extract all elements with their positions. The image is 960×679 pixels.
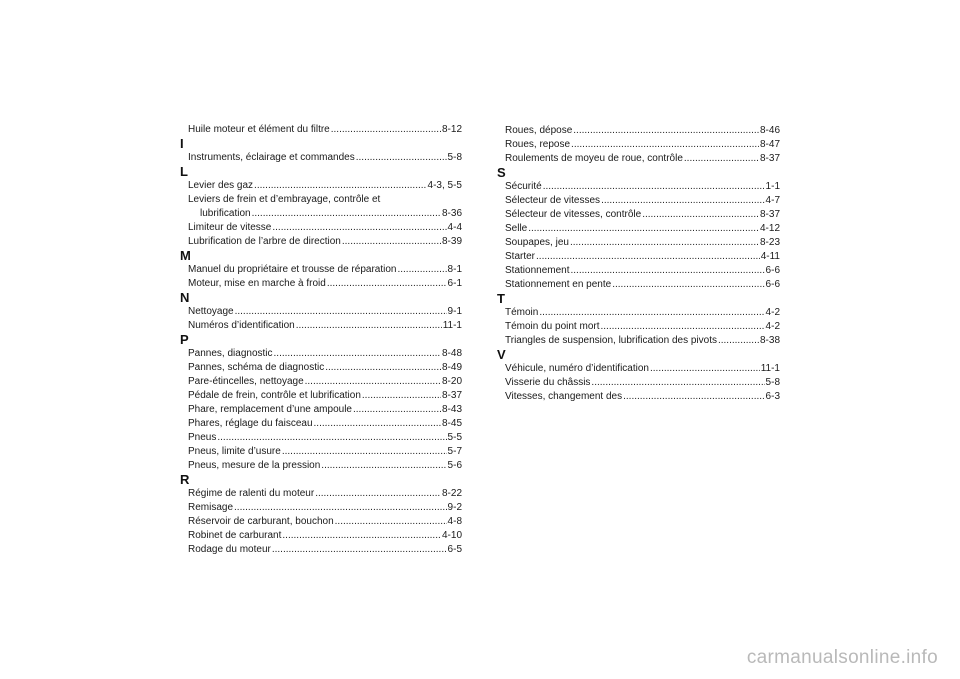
entry-page: 8-48 — [441, 348, 462, 359]
entry-page: 4-4 — [447, 222, 462, 233]
entry-label: Huile moteur et élément du filtre — [188, 124, 330, 135]
section-letter: L — [180, 164, 188, 179]
entry-label: Sélecteur de vitesses, contrôle — [505, 209, 642, 220]
entry-label: Soupapes, jeu — [505, 237, 569, 248]
entry-label: Starter — [505, 251, 536, 262]
entry-label: Triangles de suspension, lubrification des pivots — [505, 335, 717, 346]
entry-label: Numéros d’identification — [188, 320, 295, 331]
entry-label: Nettoyage — [188, 306, 234, 317]
entry-label: Instruments, éclairage et commandes — [188, 152, 355, 163]
index-entry — [180, 445, 462, 459]
index-sections-right — [497, 166, 780, 404]
entry-page: 6-5 — [447, 544, 462, 555]
index-entry — [180, 235, 462, 249]
section-letter: S — [497, 165, 506, 180]
leader-dots — [325, 361, 441, 375]
entry-label: Pédale de frein, contrôle et lubrification — [188, 390, 361, 401]
leader-dots — [536, 250, 760, 264]
index-entry — [497, 124, 780, 138]
entry-page: 6-3 — [765, 391, 780, 402]
entry-page: 4-12 — [759, 223, 780, 234]
index-entry — [180, 389, 462, 403]
index-entry — [497, 362, 780, 376]
leader-dots — [254, 179, 426, 193]
leader-dots — [272, 543, 447, 557]
entry-label: Stationnement — [505, 265, 570, 276]
entry-page: 6-1 — [447, 278, 462, 289]
entry-label: Roues, repose — [505, 139, 571, 150]
entry-label: Roues, dépose — [505, 125, 573, 136]
entry-page: 8-23 — [759, 237, 780, 248]
entry-page: 4-3, 5-5 — [427, 180, 462, 191]
leader-dots — [314, 417, 441, 431]
entry-label: Moteur, mise en marche à froid — [188, 278, 326, 289]
entry-page: 4-11 — [760, 251, 780, 262]
index-column-right — [497, 124, 780, 404]
entry-page: 9-2 — [447, 502, 462, 513]
entry-page: 8-12 — [441, 124, 462, 135]
entry-label: Phares, réglage du faisceau — [188, 418, 313, 429]
leader-dots — [321, 459, 446, 473]
entry-page: 8-1 — [447, 264, 462, 275]
leader-dots — [331, 124, 441, 137]
leader-dots — [573, 124, 759, 138]
leader-dots — [342, 235, 441, 249]
index-entry — [180, 124, 462, 137]
section-letter: N — [180, 290, 190, 305]
entry-page: 8-36 — [441, 208, 462, 219]
entry-page: 9-1 — [447, 306, 462, 317]
leader-dots — [362, 389, 441, 403]
entry-page: 4-10 — [441, 530, 462, 541]
index-column-left — [180, 124, 462, 557]
leader-dots — [571, 264, 765, 278]
index-sections-left — [180, 137, 462, 557]
index-entry — [497, 236, 780, 250]
index-entry — [497, 306, 780, 320]
index-entry — [180, 347, 462, 361]
entry-label: Vitesses, changement des — [505, 391, 623, 402]
entry-label: Pneus — [188, 432, 217, 443]
index-entry — [180, 417, 462, 431]
leader-dots — [539, 306, 764, 320]
leader-dots — [571, 138, 759, 152]
index-entry — [180, 431, 462, 445]
leader-dots — [305, 375, 441, 389]
leader-dots — [315, 487, 441, 501]
index-entry — [180, 543, 462, 557]
entry-page: 8-45 — [441, 418, 462, 429]
index-entry — [497, 250, 780, 264]
section-letter: M — [180, 248, 191, 263]
index-entry — [180, 361, 462, 375]
index-entry — [180, 277, 462, 291]
index-entry — [180, 221, 462, 235]
entry-page: 11-1 — [760, 363, 780, 374]
index-entry — [497, 194, 780, 208]
index-entry — [180, 319, 462, 333]
index-entry — [180, 193, 462, 207]
index-entry — [180, 263, 462, 277]
leader-dots — [234, 501, 447, 515]
entry-page: 4-2 — [765, 321, 780, 332]
entry-page: 8-49 — [441, 362, 462, 373]
leader-dots — [274, 347, 441, 361]
entry-label: Selle — [505, 223, 528, 234]
section-letter: T — [497, 291, 505, 306]
index-entry — [180, 375, 462, 389]
leader-dots — [650, 362, 760, 376]
index-entry — [497, 180, 780, 194]
entry-label: Manuel du propriétaire et trousse de réparation — [188, 264, 397, 275]
entry-page: 11-1 — [442, 320, 462, 331]
leader-dots — [642, 208, 759, 222]
leader-dots — [591, 376, 764, 390]
index-entry — [180, 305, 462, 319]
entry-label: Pare-étincelles, nettoyage — [188, 376, 304, 387]
entry-page: 5-8 — [447, 152, 462, 163]
index-leading-entries-right — [497, 124, 780, 166]
entry-label: Réservoir de carburant, bouchon — [188, 516, 334, 527]
leader-dots — [718, 334, 759, 348]
leader-dots — [353, 403, 441, 417]
entry-page: 6-6 — [765, 279, 780, 290]
index-entry — [180, 151, 462, 165]
index-entry — [180, 515, 462, 529]
entry-page: 1-1 — [765, 181, 780, 192]
entry-page: 8-46 — [759, 125, 780, 136]
leader-dots — [252, 207, 441, 221]
entry-label: Témoin du point mort — [505, 321, 600, 332]
index-entry — [180, 207, 462, 221]
section-letter: P — [180, 332, 189, 347]
index-entry — [497, 376, 780, 390]
index-entry — [497, 390, 780, 404]
index-entry — [180, 529, 462, 543]
leader-dots — [335, 515, 447, 529]
entry-label: Leviers de frein et d’embrayage, contrôle et — [188, 194, 381, 205]
leader-dots — [397, 263, 446, 277]
leader-dots — [217, 431, 446, 445]
entry-page: 8-47 — [759, 139, 780, 150]
index-entry — [497, 264, 780, 278]
entry-label: Témoin — [505, 307, 539, 318]
entry-label: Pneus, mesure de la pression — [188, 460, 321, 471]
entry-page: 5-6 — [447, 460, 462, 471]
leader-dots — [327, 277, 447, 291]
leader-dots — [570, 236, 759, 250]
index-entry — [497, 334, 780, 348]
entry-label: Pannes, diagnostic — [188, 348, 273, 359]
entry-page: 8-22 — [441, 488, 462, 499]
section-letter: R — [180, 472, 190, 487]
leader-dots — [356, 151, 447, 165]
entry-page: 5-5 — [447, 432, 462, 443]
index-entry — [180, 179, 462, 193]
index-entry — [497, 320, 780, 334]
entry-page: 8-38 — [759, 335, 780, 346]
entry-page: 4-2 — [765, 307, 780, 318]
entry-page: 8-37 — [759, 209, 780, 220]
leader-dots — [612, 278, 764, 292]
entry-label: Roulements de moyeu de roue, contrôle — [505, 153, 683, 164]
index-entry — [497, 208, 780, 222]
leader-dots — [543, 180, 765, 194]
index-entry — [497, 222, 780, 236]
entry-page: 6-6 — [765, 265, 780, 276]
leader-dots — [296, 319, 442, 333]
entry-label: Régime de ralenti du moteur — [188, 488, 315, 499]
section-letter: V — [497, 347, 506, 362]
entry-page: 8-20 — [441, 376, 462, 387]
entry-label: Sélecteur de vitesses — [505, 195, 601, 206]
leader-dots — [623, 390, 764, 404]
index-entry — [497, 278, 780, 292]
entry-label: Lubrification de l’arbre de direction — [188, 236, 341, 247]
entry-label: Visserie du châssis — [505, 377, 591, 388]
index-entry — [180, 487, 462, 501]
entry-label: Stationnement en pente — [505, 279, 612, 290]
index-entry — [180, 459, 462, 473]
entry-page: 5-7 — [447, 446, 462, 457]
entry-label: Sécurité — [505, 181, 542, 192]
entry-label: Robinet de carburant — [188, 530, 282, 541]
entry-page: 8-37 — [759, 153, 780, 164]
leader-dots — [684, 152, 759, 166]
entry-label: Rodage du moteur — [188, 544, 271, 555]
entry-label: lubrification — [200, 208, 251, 219]
entry-page: 8-43 — [441, 404, 462, 415]
entry-page: 5-8 — [765, 377, 780, 388]
leader-dots — [601, 194, 764, 208]
entry-label: Véhicule, numéro d’identification — [505, 363, 649, 374]
leader-dots — [282, 445, 447, 459]
leader-dots — [235, 305, 447, 319]
entry-page: 4-8 — [447, 516, 462, 527]
index-entry — [497, 138, 780, 152]
index-entry — [180, 403, 462, 417]
entry-label: Levier des gaz — [188, 180, 254, 191]
entry-label: Pneus, limite d’usure — [188, 446, 281, 457]
entry-label: Pannes, schéma de diagnostic — [188, 362, 325, 373]
entry-label: Remisage — [188, 502, 234, 513]
index-entry — [180, 501, 462, 515]
section-letter: I — [180, 136, 184, 151]
watermark: carmanualsonline.info — [746, 647, 938, 668]
entry-label: Limiteur de vitesse — [188, 222, 272, 233]
entry-page: 8-39 — [441, 236, 462, 247]
leader-dots — [601, 320, 765, 334]
leader-dots — [272, 221, 446, 235]
entry-page: 8-37 — [441, 390, 462, 401]
entry-page: 4-7 — [765, 195, 780, 206]
entry-label: Phare, remplacement d’une ampoule — [188, 404, 352, 415]
leader-dots — [282, 529, 441, 543]
leader-dots — [528, 222, 759, 236]
index-entry — [497, 152, 780, 166]
